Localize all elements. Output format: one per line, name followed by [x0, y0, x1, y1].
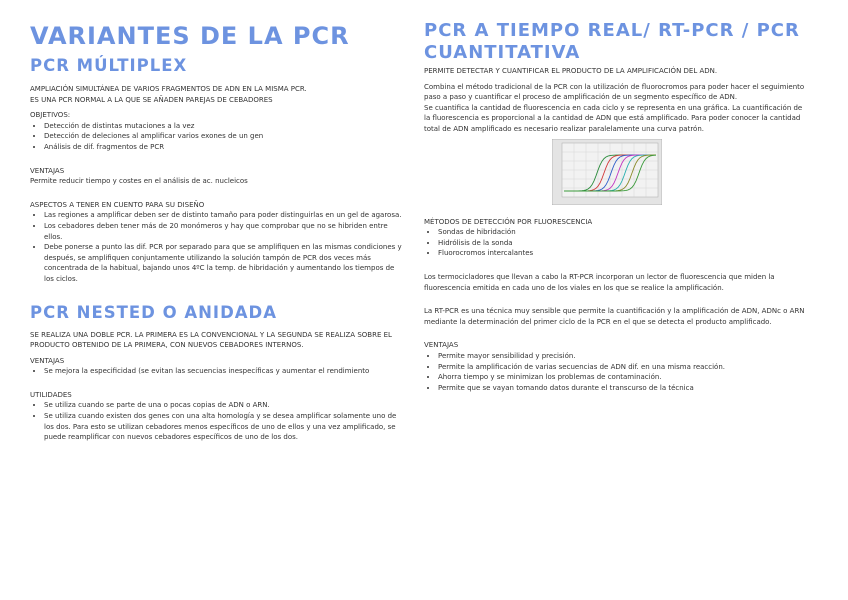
rtpcr-para-2: Se cuantifica la cantidad de fluorescencia en cada ciclo y se representa en una gráfica. La cuantificación de la fluorescencia es proporcional a la cantidad de ADN que está amplificado. Para poder conocer la cantidad total de ADN amplificado es necesario realizar paralelamente una curva patrón.	[424, 103, 803, 133]
nested-title: PCR NESTED O ANIDADA	[30, 302, 278, 322]
right-column	[424, 0, 809, 393]
metodos-list	[424, 227, 809, 259]
multiplex-title: PCR MÚLTIPLEX	[30, 56, 188, 75]
utilidades-label: UTILIDADES	[30, 390, 72, 399]
list-item: • Hidrólisis de la sonda	[438, 238, 809, 249]
multiplex-ventajas-label: VENTAJAS	[30, 166, 65, 175]
list-item: • Fluorocromos intercalantes	[438, 248, 809, 259]
rtpcr-ventajas-list	[424, 351, 809, 393]
aspectos-list	[30, 210, 405, 284]
nested-ventajas-label: VENTAJAS	[30, 356, 65, 365]
list-item: • Los cebadores deben tener más de 20 monómeros y hay que comprobar que no se hibriden entre ellos.	[44, 221, 405, 242]
multiplex-intro-1: AMPLIACIÓN SIMULTÁNEA DE VARIOS FRAGMENTOS DE ADN EN LA MISMA PCR.	[30, 85, 307, 93]
nested-ventajas-list	[30, 366, 405, 377]
list-item: • Permite la amplificación de varias secuencias de ADN dif. en una misma reacción.	[438, 362, 809, 373]
list-item: • Permite que se vayan tomando datos durante el transcurso de la técnica	[438, 383, 809, 394]
list-item: • Análisis de dif. fragmentos de PCR	[44, 142, 405, 153]
objetivos-list	[30, 121, 405, 153]
list-item: • Debe ponerse a punto las dif. PCR por separado para que se amplifiquen en las mismas condiciones y después, se amplifiquen conjuntamente utilizando la solución tampón de PCR dos veces más concentrada de la habitual, bajando unos 4ºC la temp. de hibridación y aumentando los tiempos de los ciclos.	[44, 242, 405, 284]
list-item: • Detección de deleciones al amplificar varios exones de un gen	[44, 131, 405, 142]
list-item: • Permite mayor sensibilidad y precisión.	[438, 351, 809, 362]
list-item: • Detección de distintas mutaciones a la vez	[44, 121, 405, 132]
rtpcr-subtitle: PERMITE DETECTAR Y CUANTIFICAR EL PRODUCTO DE LA AMPLIFICACIÓN DEL ADN.	[424, 67, 718, 75]
objetivos-label: OBJETIVOS:	[30, 111, 71, 120]
list-item: • Las regiones a amplificar deben ser de distinto tamaño para poder distinguirlas en un gel de agarosa.	[44, 210, 405, 221]
rtpcr-para-1: Combina el método tradicional de la PCR con la utilización de fluorocromos para poder hacer el seguimiento paso a paso y cuantificar el proceso de amplificación de un segmento específico de ADN.	[424, 82, 805, 102]
amplification-chart	[552, 139, 662, 205]
nested-intro: SE REALIZA UNA DOBLE PCR. LA PRIMERA ES LA CONVENCIONAL Y LA SEGUNDA SE REALIZA SOBRE EL PRODUCTO OBTENIDO DE LA PRIMERA, CON NUEVOS CEBADORES INTERNOS.	[30, 330, 392, 350]
rtpcr-para-3: Los termocicladores que llevan a cabo la RT-PCR incorporan un lector de fluorescencia que miden la fluorescencia emitida en cada uno de los viales en los que se realice la amplificación.	[424, 272, 775, 292]
rtpcr-para-4: La RT-PCR es una técnica muy sensible que permite la cuantificación y la amplificación de ADN, ADNc o ARN mediante la determinación del primer ciclo de la PCR en el que se detecta el producto amplificado.	[424, 307, 805, 326]
utilidades-list	[30, 400, 405, 442]
list-item: • Se utiliza cuando existen dos genes con una alta homología y se desea amplificar solamente uno de los dos. Para esto se utilizan cebadores menos específicos de uno de ellos y una vez amplificado, se puede reamplificar con nuevos cebadores específicos de uno de los dos.	[44, 411, 405, 443]
amplification-chart-svg	[552, 139, 662, 205]
rtpcr-ventajas-label: VENTAJAS	[424, 341, 459, 350]
multiplex-intro-2: ES UNA PCR NORMAL A LA QUE SE AÑADEN PAREJAS DE CEBADORES	[30, 95, 273, 104]
aspectos-label: ASPECTOS A TENER EN CUENTO PARA SU DISEÑO	[30, 200, 205, 209]
list-item: • Sondas de hibridación	[438, 227, 809, 238]
rtpcr-title: PCR A TIEMPO REAL/ RT-PCR / PCR CUANTITATIVA	[424, 20, 800, 63]
main-title: VARIANTES DE LA PCR	[30, 22, 350, 50]
list-item: • Ahorra tiempo y se minimizan los problemas de contaminación.	[438, 372, 809, 383]
left-column	[30, 0, 405, 443]
list-item: • Se mejora la especificidad (se evitan las secuencias inespecíficas y aumentar el rendimiento	[44, 366, 405, 377]
metodos-label: MÉTODOS DE DETECCIÓN POR FLUORESCENCIA	[424, 217, 593, 226]
multiplex-ventajas-text: Permite reducir tiempo y costes en el análisis de ac. nucleicos	[30, 177, 248, 186]
list-item: • Se utiliza cuando se parte de una o pocas copias de ADN o ARN.	[44, 400, 405, 411]
